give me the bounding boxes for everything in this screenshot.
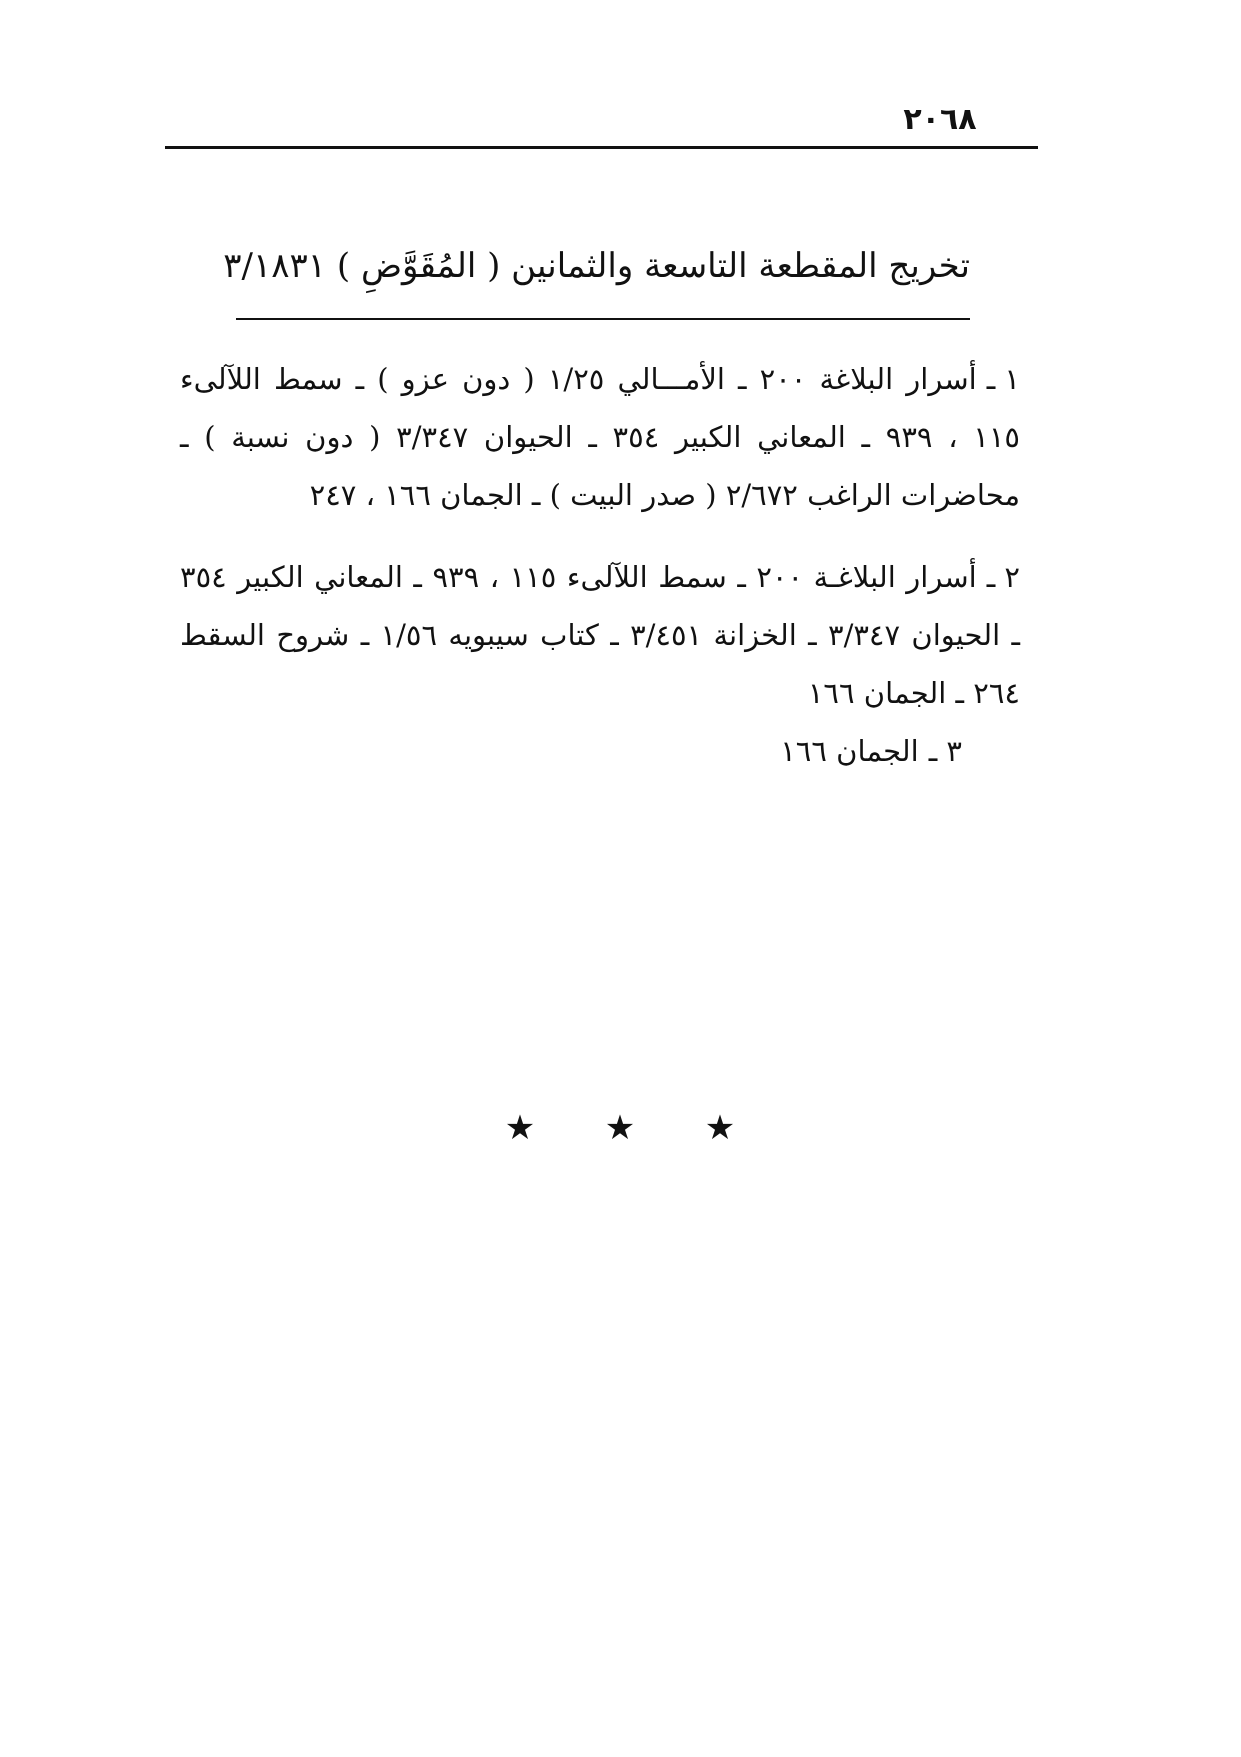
reference-entry-3 — [180, 722, 1020, 780]
reference-entry-1 — [180, 350, 1020, 524]
star-icon: ★ — [504, 1108, 536, 1148]
section-title: تخريج المقطعة التاسعة والثمانين ( المُقَوَّضِ ) ٣/١٨٣١ — [223, 246, 970, 286]
entry-text: أسرار البلاغة ٢٠٠ ـ الأمـــالي ١/٢٥ ( دون عزو ) ـ سمط اللآلىء ١١٥ ، ٩٣٩ ـ المعاني الكبير ٣٥٤ ـ الحيوان ٣/٣٤٧ ( دون نسبة ) ـ محاضرات الراغب ٢/٦٧٢ ( صدر البيت ) ـ الجمان ١٦٦ ، ٢٤٧ — [180, 362, 1021, 512]
entry-text: الجمان ١٦٦ — [780, 734, 919, 768]
title-underline — [236, 318, 970, 320]
entry-number: ٢ ـ — [986, 560, 1020, 594]
star-icon: ★ — [604, 1108, 636, 1148]
star-icon: ★ — [704, 1108, 736, 1148]
page-number: ٢٠٦٨ — [903, 102, 977, 137]
references-list — [180, 350, 1020, 780]
entry-text: أسرار البلاغـة ٢٠٠ ـ سمط اللآلىء ١١٥ ، ٩٣٩ ـ المعاني الكبير ٣٥٤ ـ الحيوان ٣/٣٤٧ ـ الخزانة ٣/٤٥١ ـ كتاب سيبويه ١/٥٦ ـ شروح السقط ٢٦٤ ـ الجمان ١٦٦ — [180, 560, 1020, 710]
header-divider — [165, 146, 1038, 149]
reference-entry-2 — [180, 548, 1020, 722]
entry-number: ١ ـ — [986, 362, 1020, 396]
section-end-ornament — [470, 1108, 770, 1148]
entry-number: ٣ ـ — [928, 734, 962, 768]
